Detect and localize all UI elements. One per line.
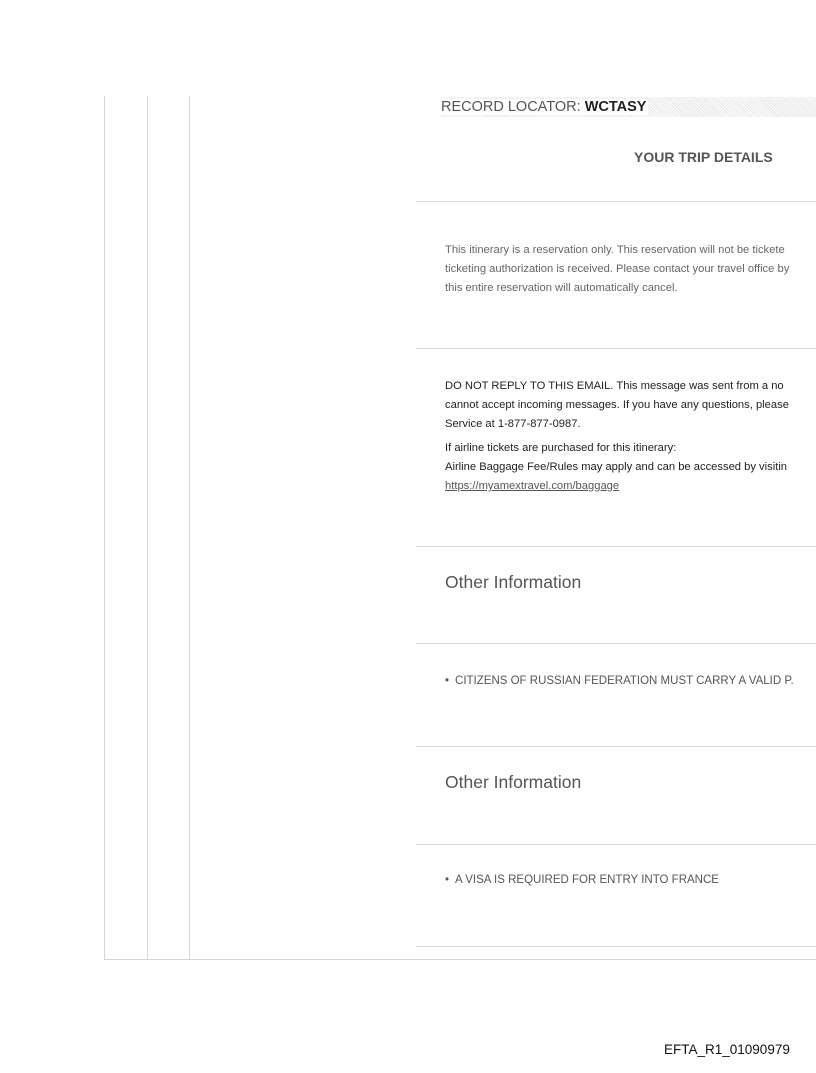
other-information-heading: Other Information [445, 572, 582, 592]
section-divider [416, 844, 816, 845]
section-divider [416, 946, 816, 947]
table-column-divider [189, 96, 190, 960]
section-divider [416, 546, 816, 547]
record-locator-label: RECORD LOCATOR: [441, 99, 581, 115]
record-locator [441, 97, 816, 117]
do-not-reply-notice [445, 377, 816, 434]
do-not-reply-line: Service at 1-877-877-0987. [445, 418, 581, 430]
table-column-divider [104, 96, 105, 960]
list-item [445, 675, 816, 687]
table-bottom-border [104, 959, 816, 960]
reservation-notice-line: ticketing authorization is received. Please contact your travel office by [445, 263, 790, 275]
baggage-text: Airline Baggage Fee/Rules may apply and can be accessed by visitin [445, 461, 788, 473]
bullet-icon: • [445, 874, 450, 886]
list-item-text: CITIZENS OF RUSSIAN FEDERATION MUST CARRY A VALID P. [455, 675, 794, 687]
section-divider [416, 348, 816, 349]
section-divider [416, 201, 816, 202]
reservation-notice-line: This itinerary is a reservation only. This reservation will not be tickete [445, 244, 785, 256]
do-not-reply-line: DO NOT REPLY TO THIS EMAIL. This message was sent from a no [445, 380, 784, 392]
table-column-divider [147, 96, 148, 960]
list-item-text: A VISA IS REQUIRED FOR ENTRY INTO FRANCE [455, 874, 719, 886]
section-divider [416, 746, 816, 747]
section-divider [416, 643, 816, 644]
other-information-heading: Other Information [445, 772, 582, 792]
list-item [445, 874, 816, 886]
do-not-reply-line: cannot accept incoming messages. If you have any questions, please [445, 399, 789, 411]
baggage-intro: If airline tickets are purchased for this itinerary: [445, 442, 677, 454]
record-locator-value: WCTASY [584, 99, 647, 115]
reservation-notice [445, 241, 816, 298]
reservation-notice-line: this entire reservation will automatically cancel. [445, 282, 678, 294]
baggage-link[interactable]: https://myamextravel.com/baggage [445, 480, 620, 492]
document-id: EFTA_R1_01090979 [664, 1042, 790, 1057]
bullet-icon: • [445, 675, 450, 687]
baggage-info [445, 439, 816, 496]
trip-details-title: YOUR TRIP DETAILS [634, 149, 773, 165]
